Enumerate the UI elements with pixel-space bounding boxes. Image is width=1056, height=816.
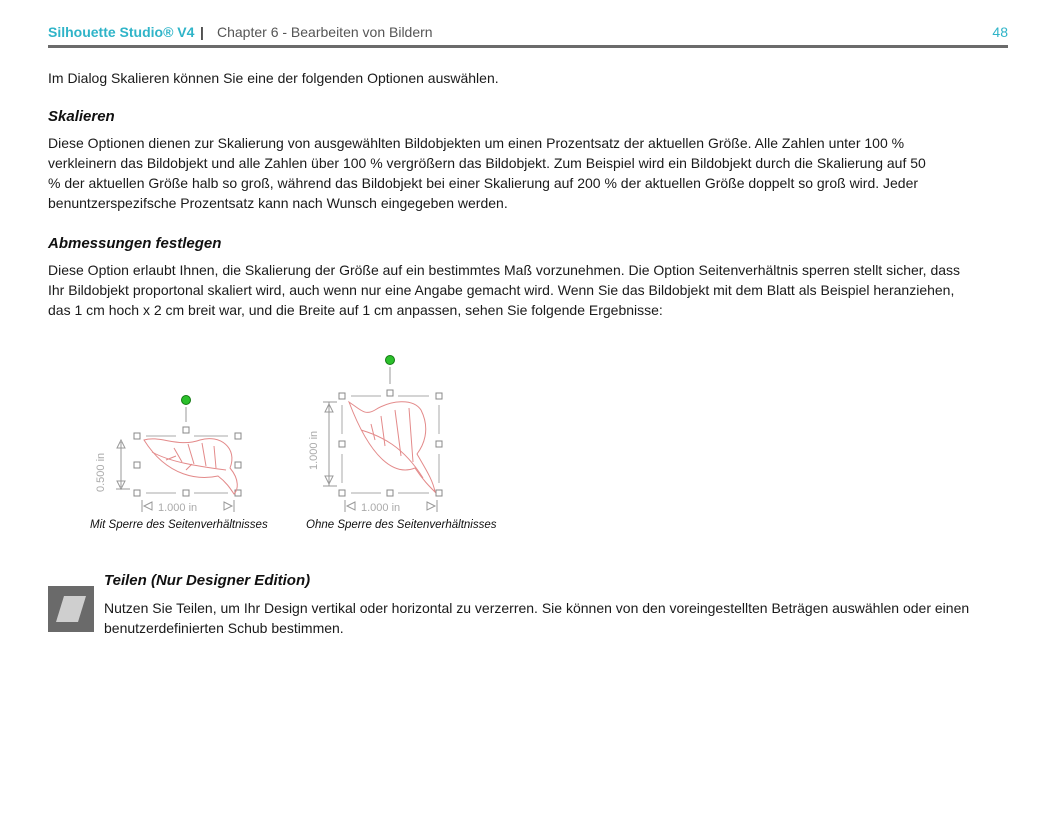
- body-line: das 1 cm hoch x 2 cm breit war, und die Breite auf 1 cm anpassen, sehen Sie folgende Ergebnisse:: [48, 302, 663, 318]
- section-body-skalieren: [48, 133, 1008, 213]
- height-dimension: [323, 402, 337, 486]
- body-line: Ihr Bildobjekt proportonal skaliert wird, auch wenn nur eine Angabe gemacht wird. Wenn Sie das Bildobjekt mit dem Blatt als Beispiel heranziehen,: [48, 282, 955, 298]
- brand-title: Silhouette Studio® V4: [48, 24, 195, 40]
- height-label: 1.000 in: [308, 430, 320, 470]
- body-line: % der aktuellen Größe halb so groß, während das Bildobjekt bei einer Skalierung auf 200 % der aktuellen Größe doppelt so groß wird. Jeder: [48, 175, 919, 191]
- body-line: Diese Option erlaubt Ihnen, die Skalierung der Größe auf ein bestimmtes Maß vorzunehmen. Die Option Seitenverhältnis sperren stellt sicher, dass: [48, 262, 961, 278]
- section-heading-skalieren: Skalieren: [48, 108, 115, 125]
- figure-locked-aspect: [90, 390, 260, 515]
- shear-icon: [48, 586, 94, 632]
- rotate-handle-icon: [386, 356, 395, 365]
- height-label: 0.500 in: [95, 452, 107, 492]
- width-label: 1.000 in: [361, 502, 401, 514]
- chapter-title: Chapter 6 - Bearbeiten von Bildern: [217, 24, 433, 40]
- leaf-locked-illustration: [90, 390, 260, 515]
- rotate-handle-icon: [182, 396, 191, 405]
- leaf-unlocked-illustration: [305, 350, 465, 515]
- figure-caption-unlocked: Ohne Sperre des Seitenverhältnisses: [306, 519, 497, 531]
- selection-handles: [134, 427, 241, 496]
- section-body-teilen: [104, 598, 1014, 638]
- height-dimension: [116, 440, 130, 489]
- leaf-shape: [144, 439, 237, 494]
- figure-unlocked-aspect: [305, 350, 465, 515]
- width-label: 1.000 in: [158, 502, 198, 514]
- body-line: benuntzerspezifsche Prozentsatz kann nach Wunsch eingegeben werden.: [48, 195, 508, 211]
- header-separator: |: [200, 24, 204, 40]
- page-number: 48: [992, 24, 1008, 40]
- section-heading-teilen: Teilen (Nur Designer Edition): [104, 572, 311, 589]
- body-line: Nutzen Sie Teilen, um Ihr Design vertikal oder horizontal zu verzerren. Sie können von den voreingestellten Beträgen auswählen oder einen: [104, 600, 970, 616]
- section-body-abmessungen: [48, 260, 1008, 320]
- body-line: Diese Optionen dienen zur Skalierung von ausgewählten Bildobjekten um einen Prozentsatz der aktuellen Größe. Alle Zahlen unter 100 %: [48, 135, 905, 151]
- section-heading-abmessungen: Abmessungen festlegen: [48, 235, 222, 252]
- body-line: benutzerdefinierten Schub bestimmen.: [104, 620, 344, 636]
- header-divider: [48, 45, 1008, 48]
- figure-caption-locked: Mit Sperre des Seitenverhältnisses: [90, 519, 268, 531]
- leaf-shape: [349, 402, 435, 492]
- intro-text: Im Dialog Skalieren können Sie eine der folgenden Optionen auswählen.: [48, 70, 499, 86]
- body-line: verkleinern das Bildobjekt und alle Zahlen über 100 % vergrößern das Bildobjekt. Zum Beispiel wird ein Bildobjekt durch die Skalierung auf 50: [48, 155, 926, 171]
